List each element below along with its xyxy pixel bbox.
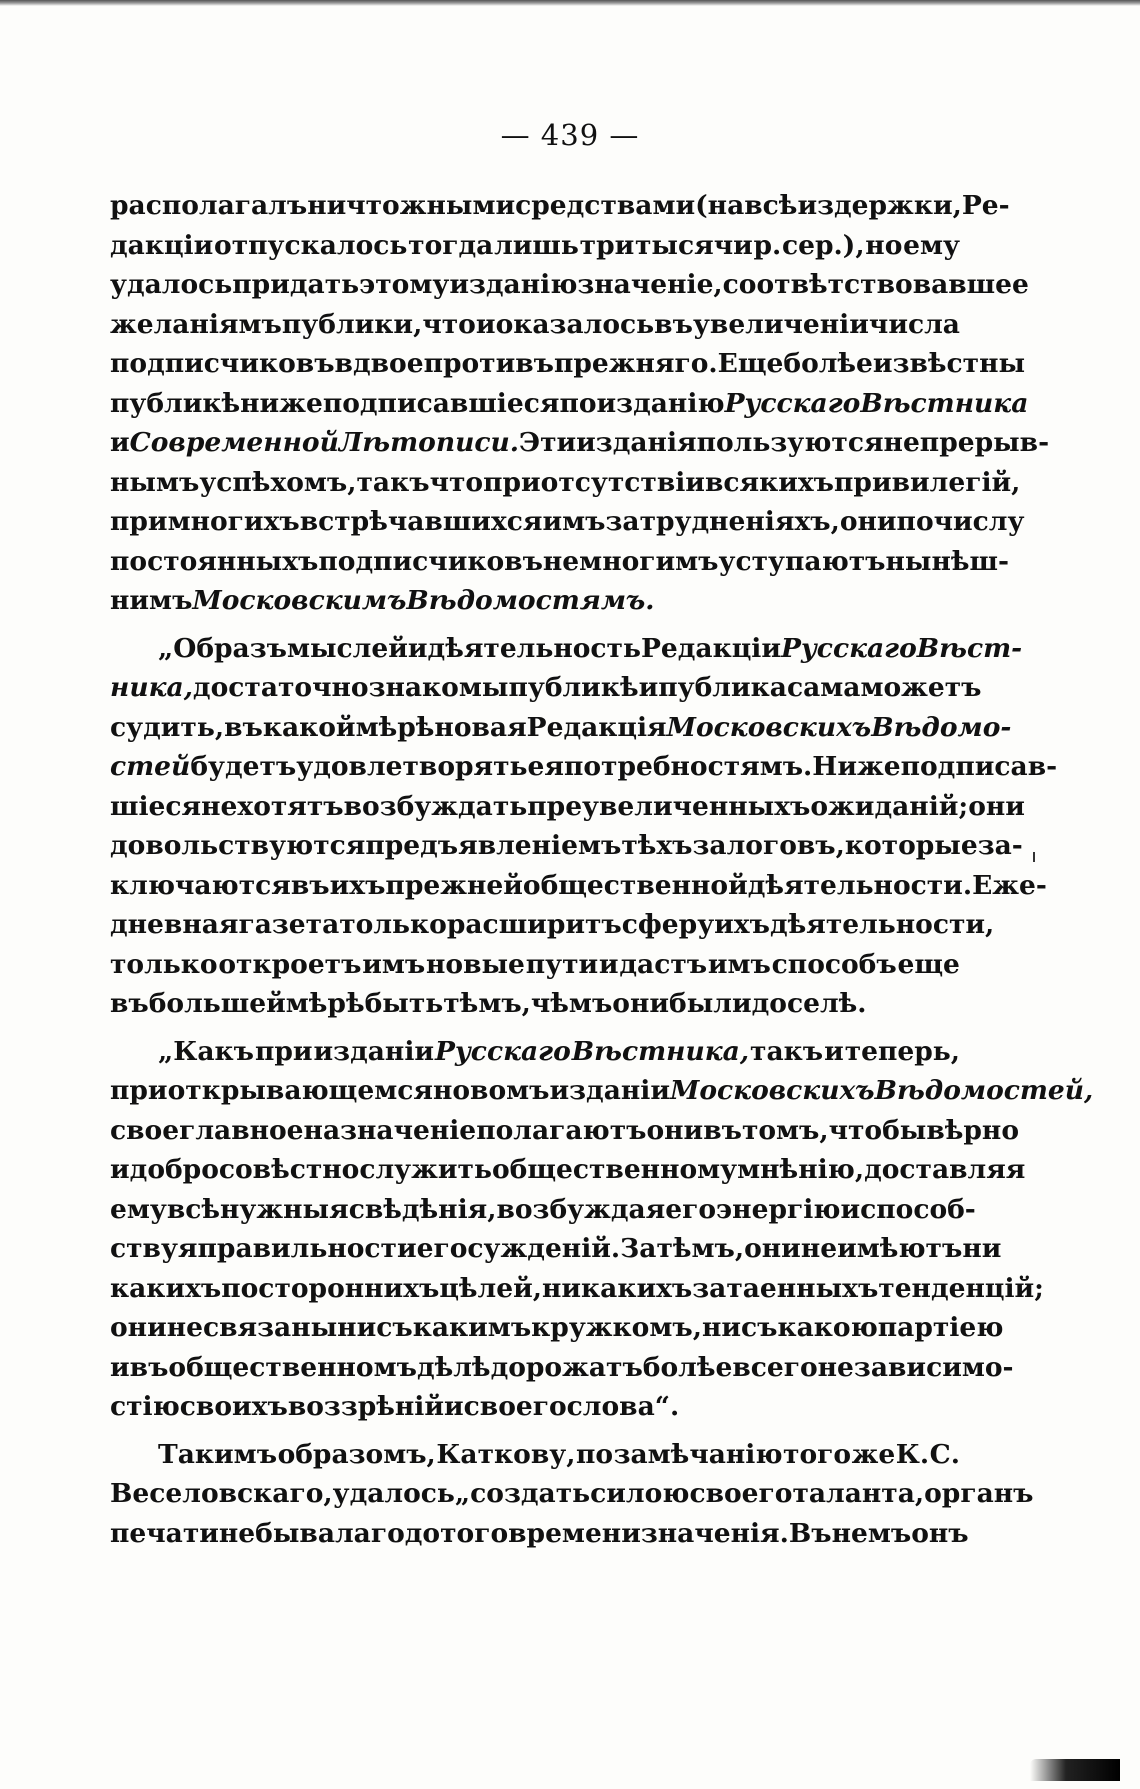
word: шіеся xyxy=(110,790,202,822)
word: болѣе xyxy=(642,1351,733,1383)
word: предъявленіемъ xyxy=(365,830,622,861)
word: мнѣнію, xyxy=(737,1154,865,1185)
word: можетъ xyxy=(860,672,982,703)
word: свое xyxy=(110,1114,180,1146)
word: сер.), xyxy=(782,229,865,261)
word: придать xyxy=(232,269,360,300)
word: сферу xyxy=(621,909,715,940)
word: преувеличенныхъ xyxy=(527,790,811,822)
word: только xyxy=(339,909,447,940)
word: только xyxy=(110,948,218,980)
word: Московскихъ xyxy=(670,1075,875,1106)
word: нимъ xyxy=(110,585,193,616)
word: того xyxy=(783,1438,852,1470)
word: Вѣдомо- xyxy=(871,711,1012,743)
word: „Образъ xyxy=(158,632,287,664)
word: успѣхомъ, xyxy=(199,466,357,498)
word: при xyxy=(110,1075,168,1106)
text-line xyxy=(110,344,1026,384)
word: откроетъ xyxy=(218,948,362,980)
word: будетъ xyxy=(190,751,297,782)
word: времени xyxy=(508,1517,641,1549)
word: располагалъ xyxy=(110,190,308,221)
text-line xyxy=(110,1387,960,1427)
word: ему xyxy=(903,229,960,261)
word: всякихъ xyxy=(704,466,835,498)
word: его xyxy=(416,1233,468,1264)
word: дѣятельности, xyxy=(769,909,995,940)
word: „создать xyxy=(454,1478,591,1509)
word: новомъ xyxy=(432,1075,550,1106)
word: энергію xyxy=(716,1193,841,1225)
word: хотятъ xyxy=(237,790,344,822)
word: Затѣмъ, xyxy=(620,1233,745,1264)
word: изданіи xyxy=(313,1035,435,1067)
word: соотвѣтствовавшее xyxy=(722,269,1029,300)
word: судить, xyxy=(110,711,225,743)
text-line xyxy=(110,542,1009,582)
word: образомъ, xyxy=(277,1438,436,1470)
word: ни xyxy=(962,1233,1002,1264)
text-line xyxy=(110,1269,1044,1309)
word: были xyxy=(669,988,752,1019)
word: удалось xyxy=(332,1478,455,1509)
word: которые xyxy=(844,830,978,861)
text-line xyxy=(110,463,1021,503)
word: и xyxy=(598,948,619,980)
word: въ xyxy=(110,988,149,1019)
word: нижеподписавшіеся xyxy=(240,387,560,419)
text-line xyxy=(110,502,1025,542)
word: по xyxy=(896,506,934,537)
word: удовлетворять xyxy=(296,751,528,782)
word: своего xyxy=(463,1391,567,1422)
word: дакціи xyxy=(110,229,214,261)
word: не xyxy=(800,1233,838,1264)
word: дастъ xyxy=(619,948,708,980)
word: затрудненіяхъ, xyxy=(605,506,840,537)
word: способъ xyxy=(771,948,897,980)
word: значеніе, xyxy=(577,269,723,300)
word: правильности xyxy=(197,1233,417,1264)
word: тысячи xyxy=(635,229,753,261)
word: чтобы xyxy=(828,1114,927,1146)
word: пути xyxy=(525,948,599,980)
paragraph-gap xyxy=(110,621,960,629)
word: никакихъ xyxy=(541,1272,693,1304)
word: Каткову, xyxy=(436,1438,576,1470)
word: Московскихъ xyxy=(666,711,872,743)
word: ни xyxy=(701,1312,741,1343)
word: три xyxy=(579,229,635,261)
word: всѣ xyxy=(744,190,798,221)
word: же xyxy=(851,1438,896,1470)
paragraph-gap xyxy=(110,1024,960,1032)
word: нымъ xyxy=(110,466,200,498)
word: пользуются xyxy=(696,427,884,458)
text-line xyxy=(110,1190,976,1230)
word: не xyxy=(166,1312,203,1343)
word: возбуждать xyxy=(343,790,528,822)
word: изданію xyxy=(449,269,578,300)
word: имъ xyxy=(362,948,426,980)
word: удалось xyxy=(110,269,233,300)
word: всѣ xyxy=(166,1193,221,1225)
word: кружкомъ, xyxy=(531,1312,702,1343)
word: при xyxy=(254,1035,313,1067)
text-line xyxy=(110,708,1012,748)
word: публикѣ xyxy=(508,672,639,703)
word: возбуждая xyxy=(496,1193,666,1225)
word: и xyxy=(638,672,659,703)
word: прежней xyxy=(385,869,523,901)
word: К. xyxy=(895,1438,930,1470)
text-line xyxy=(110,1229,1002,1269)
word: Русскаго xyxy=(781,632,917,664)
text-line xyxy=(110,423,1050,463)
word: и xyxy=(407,632,428,664)
word: Нижеподписав- xyxy=(812,751,1058,782)
word: подписчиковъ xyxy=(110,348,335,379)
word: стію xyxy=(110,1391,180,1422)
word: по xyxy=(575,1438,614,1470)
word: и xyxy=(824,1035,844,1067)
word: новые xyxy=(426,948,525,980)
word: вѣрно xyxy=(926,1114,1019,1146)
word: небывалаго xyxy=(218,1517,405,1549)
text-line xyxy=(110,581,960,621)
text-line xyxy=(110,384,1029,424)
word: они xyxy=(968,790,1025,822)
word: не xyxy=(542,545,580,577)
word: быть xyxy=(364,988,444,1019)
word: они xyxy=(839,506,897,537)
word: многимъ xyxy=(579,545,719,577)
text-line xyxy=(110,265,1029,305)
text-line xyxy=(110,1032,960,1072)
word: залоговъ, xyxy=(692,830,845,861)
word: томъ, xyxy=(741,1114,829,1146)
top-edge-rule xyxy=(0,0,1140,6)
word: добросовѣстно xyxy=(129,1154,360,1185)
word: расширитъ xyxy=(446,909,622,940)
word: открывающемся xyxy=(167,1075,433,1106)
word: въ xyxy=(290,869,330,901)
word: полагаютъ xyxy=(476,1114,647,1146)
word: оказалось xyxy=(495,308,655,340)
word: они xyxy=(744,1233,801,1264)
word: своихъ xyxy=(179,1391,288,1422)
word: Вѣдомостямъ. xyxy=(406,585,655,616)
word: изданію xyxy=(596,387,725,419)
word: Вѣстника xyxy=(860,387,1029,419)
word: вдвое xyxy=(334,348,424,379)
word: и xyxy=(444,1391,464,1422)
word: прежняго. xyxy=(553,348,718,379)
word: противъ xyxy=(423,348,554,379)
word: дорожатъ xyxy=(490,1351,643,1383)
word: своего xyxy=(689,1478,793,1509)
text-line xyxy=(110,1071,1094,1111)
word: еще xyxy=(897,948,960,980)
word: мѣрѣ xyxy=(285,988,365,1019)
word: потребностямъ. xyxy=(563,751,813,782)
word: съ xyxy=(741,1312,778,1343)
word: дѣятельности. xyxy=(747,869,973,901)
word: Московскимъ xyxy=(192,585,407,616)
word: Русскаго xyxy=(435,1035,571,1067)
word: что xyxy=(422,308,476,340)
word: дневная xyxy=(110,909,239,940)
text-line xyxy=(110,1111,1019,1151)
word: всего xyxy=(732,1351,818,1383)
word: тѣмъ, xyxy=(443,988,531,1019)
word: ствуя xyxy=(110,1233,198,1264)
word: ничтожными xyxy=(307,190,516,221)
word: сужденій. xyxy=(467,1233,621,1264)
word: въ xyxy=(654,308,693,340)
word: и xyxy=(110,1351,130,1383)
word: назначеніе xyxy=(303,1114,477,1146)
word: и xyxy=(110,1154,130,1185)
text-line xyxy=(110,1514,969,1554)
word: числа xyxy=(868,308,960,340)
text-line xyxy=(110,629,1023,669)
word: отпускалось xyxy=(214,229,408,261)
word: тогда xyxy=(408,229,494,261)
word: числу xyxy=(933,506,1025,537)
word: ключаются xyxy=(110,869,291,901)
text-line xyxy=(110,905,995,945)
text-line xyxy=(110,787,1025,827)
word: способ- xyxy=(860,1193,976,1225)
word: постоянныхъ xyxy=(110,545,319,577)
word: они xyxy=(612,988,670,1019)
word: доселѣ. xyxy=(751,988,867,1019)
word: въ xyxy=(129,1351,169,1383)
word: общественному xyxy=(491,1154,738,1185)
word: средствами xyxy=(515,190,696,221)
word: уступаютъ xyxy=(718,545,886,577)
word: при xyxy=(483,466,541,498)
word: такъ xyxy=(356,466,430,498)
word: доставляя xyxy=(864,1154,1026,1185)
word: Русскаго xyxy=(724,387,861,419)
word: Вѣстника, xyxy=(571,1035,750,1067)
word: общественной xyxy=(522,869,748,901)
word: по xyxy=(559,387,597,419)
word: довольствуются xyxy=(110,830,366,861)
word: изданія xyxy=(576,427,697,458)
word: извѣстны xyxy=(872,348,1026,379)
text-line xyxy=(110,1348,1014,1388)
word: нужныя xyxy=(220,1193,349,1225)
word: подписчиковъ xyxy=(318,545,543,577)
body-text xyxy=(110,186,1094,1553)
word: издержки, xyxy=(797,190,962,221)
word: отсутствіи xyxy=(540,466,705,498)
word: ея xyxy=(527,751,564,782)
word: Такимъ xyxy=(158,1438,278,1470)
word: служить xyxy=(359,1154,492,1185)
page-number: — 439 — xyxy=(500,118,640,152)
word: непрерыв- xyxy=(883,427,1050,458)
word: Вѣст- xyxy=(916,632,1023,664)
word: но xyxy=(865,229,903,261)
word: какимъ xyxy=(412,1312,532,1343)
word: мѣрѣ xyxy=(355,711,435,743)
word: привилегій, xyxy=(834,466,1021,498)
word: связаны xyxy=(203,1312,338,1343)
word: р. xyxy=(753,229,782,261)
margin-mark xyxy=(1033,852,1035,862)
paragraph-gap xyxy=(110,1427,960,1435)
word: и xyxy=(110,427,130,458)
word: въ xyxy=(703,1114,742,1146)
word: замѣчанію xyxy=(613,1438,783,1470)
word: сама xyxy=(786,672,861,703)
word: печати xyxy=(110,1517,219,1549)
word: свѣдѣнія, xyxy=(348,1193,497,1225)
text-line xyxy=(110,984,960,1024)
word: Эти xyxy=(519,427,577,458)
word: увеличеніи xyxy=(692,308,869,340)
word: нынѣш- xyxy=(885,545,1009,577)
word: Редакціи xyxy=(640,632,782,664)
text-line xyxy=(110,668,982,708)
word: органъ xyxy=(924,1478,1034,1509)
scan-edge-artifact xyxy=(1030,1759,1120,1781)
word: имъ xyxy=(707,948,771,980)
word: публика xyxy=(658,672,787,703)
word: публикѣ xyxy=(110,387,241,419)
word: желаніямъ xyxy=(110,308,282,340)
word: изданіи xyxy=(549,1075,670,1106)
word: Веселовскаго, xyxy=(110,1478,333,1509)
text-line xyxy=(110,747,1058,787)
word: ника, xyxy=(110,672,193,703)
text-line xyxy=(110,1150,1026,1190)
word: цѣлей, xyxy=(439,1272,542,1304)
word: имѣютъ xyxy=(837,1233,963,1264)
word: немъ xyxy=(831,1517,912,1549)
text-line xyxy=(110,945,960,985)
word: главное xyxy=(179,1114,304,1146)
word: Еще xyxy=(717,348,784,379)
word: Лѣтописи. xyxy=(338,427,519,458)
text-line xyxy=(110,186,1010,226)
word: достаточно xyxy=(192,672,369,703)
text-line xyxy=(110,226,960,266)
word: не xyxy=(201,790,238,822)
word: они xyxy=(646,1114,704,1146)
word: за- xyxy=(977,830,1023,861)
word: дѣятельность xyxy=(427,632,641,664)
word: общественномъ xyxy=(168,1351,417,1383)
word: газета xyxy=(238,909,340,940)
word: Еже- xyxy=(972,869,1047,901)
word: ихъ xyxy=(329,869,386,901)
word: мыслей xyxy=(286,632,408,664)
word: лишь xyxy=(494,229,579,261)
word: онъ xyxy=(911,1517,969,1549)
word: новая xyxy=(434,711,527,743)
word: знакомы xyxy=(368,672,509,703)
word: и xyxy=(475,308,496,340)
text-line xyxy=(110,1308,1004,1348)
word: того xyxy=(440,1517,509,1549)
word: Современной xyxy=(129,427,339,458)
word: до xyxy=(404,1517,441,1549)
word: слова“. xyxy=(566,1391,680,1422)
word: имъ xyxy=(542,506,606,537)
word: воззрѣній xyxy=(287,1391,445,1422)
word: ему xyxy=(110,1193,167,1225)
word: чѣмъ xyxy=(530,988,613,1019)
word: какихъ xyxy=(110,1272,222,1304)
word: и xyxy=(840,1193,861,1225)
text-line xyxy=(110,1474,1034,1514)
word: такъ xyxy=(750,1035,824,1067)
text-line xyxy=(110,826,1023,866)
word: стей xyxy=(110,751,191,782)
word: какой xyxy=(262,711,356,743)
word: этому xyxy=(359,269,450,300)
word: „Какъ xyxy=(158,1035,254,1067)
word: встрѣчавшихся xyxy=(299,506,543,537)
word: ни xyxy=(337,1312,377,1343)
word: многихъ xyxy=(167,506,300,537)
word: болѣе xyxy=(783,348,873,379)
word: Въ xyxy=(788,1517,832,1549)
word: что xyxy=(429,466,484,498)
word: силою xyxy=(590,1478,690,1509)
text-line xyxy=(110,1435,960,1475)
word: тенденцій; xyxy=(878,1272,1044,1304)
word: въ xyxy=(224,711,263,743)
word: при xyxy=(110,506,168,537)
word: Ре- xyxy=(961,190,1010,221)
word: С. xyxy=(929,1438,960,1470)
word: ожиданій; xyxy=(810,790,969,822)
word: таланта, xyxy=(792,1478,925,1509)
word: затаенныхъ xyxy=(692,1272,879,1304)
word: постороннихъ xyxy=(221,1272,440,1304)
word: съ xyxy=(376,1312,413,1343)
word: партіею xyxy=(877,1312,1004,1343)
word: дѣлѣ xyxy=(416,1351,491,1383)
text-line xyxy=(110,866,1047,906)
text-line xyxy=(110,305,960,345)
word: они xyxy=(110,1312,167,1343)
word: теперь, xyxy=(844,1035,960,1067)
word: Вѣдомостей, xyxy=(874,1075,1094,1106)
word: (на xyxy=(695,190,745,221)
word: независимо- xyxy=(817,1351,1014,1383)
word: его xyxy=(665,1193,717,1225)
word: публики, xyxy=(281,308,423,340)
word: ихъ xyxy=(714,909,770,940)
word: какою xyxy=(777,1312,878,1343)
word: тѣхъ xyxy=(621,830,693,861)
word: Редакція xyxy=(526,711,667,743)
word: значенія. xyxy=(640,1517,789,1549)
word: большей xyxy=(148,988,286,1019)
